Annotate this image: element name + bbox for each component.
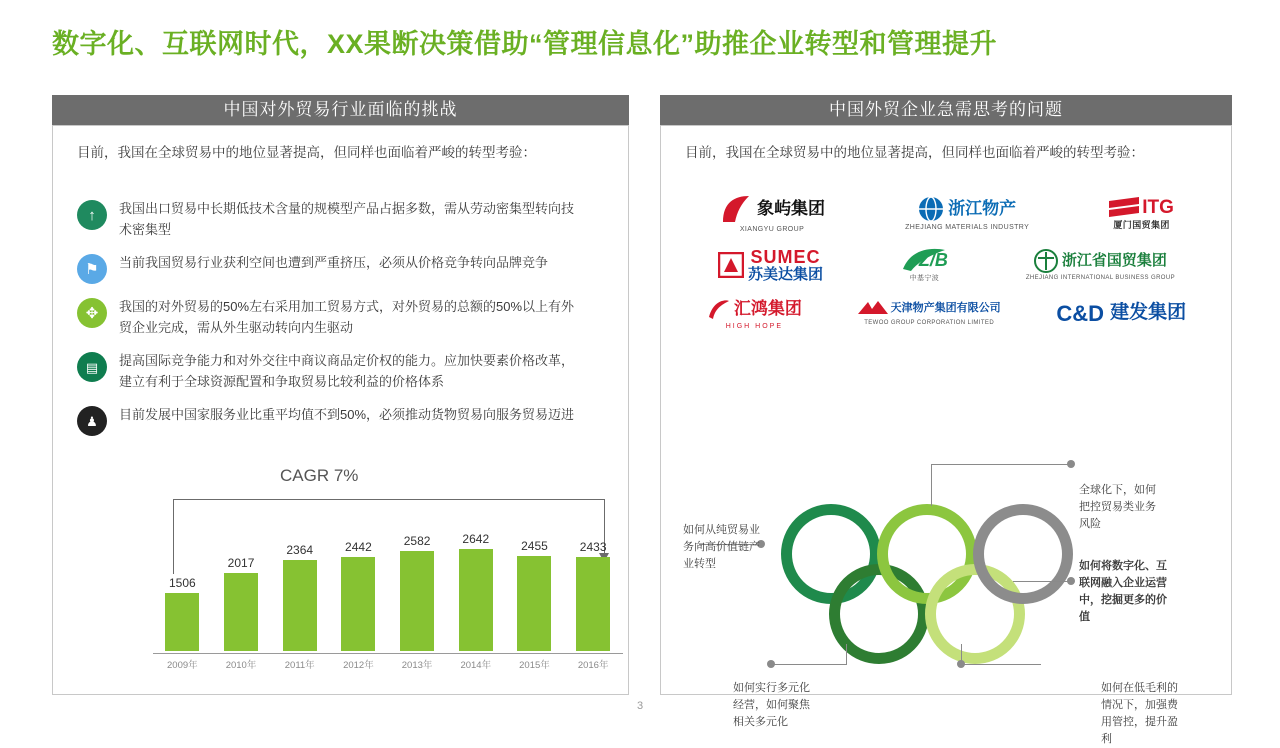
chart-bar-group <box>388 531 447 651</box>
list-item-label: 目前发展中国家服务业比重平均值不到50%，必须推动货物贸易向服务贸易迈进 <box>119 407 575 422</box>
chart-bar <box>576 557 610 651</box>
xiangyu-mark-icon <box>719 194 825 224</box>
list-item-label: 当前我国贸易行业获利空间也遭到严重挤压，必须从价格竞争转向品牌竞争 <box>119 255 549 270</box>
logo-tewoo <box>858 300 1001 326</box>
connector-dot <box>767 660 775 668</box>
left-panel <box>52 95 629 695</box>
ring-number: 05 <box>1014 545 1032 563</box>
connector-line <box>771 664 847 665</box>
logo-en-label: SUMEC <box>750 246 821 267</box>
logo-en-label: ZHEJIANG MATERIALS INDUSTRY <box>905 224 1030 231</box>
callout-3: 全球化下，如何把控贸易类业务风险 <box>1079 484 1156 530</box>
logo-row <box>679 247 1214 282</box>
logo-cn-label: 汇鸿集团 <box>733 298 802 318</box>
list-item <box>77 296 597 338</box>
left-panel-header: 中国对外贸易行业面临的挑战 <box>52 95 629 125</box>
logo-highhope <box>707 297 802 330</box>
right-panel <box>660 95 1232 745</box>
chart-bar-value: 2442 <box>345 540 372 554</box>
sumec-square-icon <box>718 252 744 278</box>
chart-x-label: 2013年 <box>401 660 433 671</box>
chart-bar <box>400 551 434 651</box>
connector-line <box>961 664 1041 665</box>
logo-cn-label: 天津物产集团有限公司 <box>890 302 1001 315</box>
logo-sumec <box>718 248 823 283</box>
ring-number: 01 <box>822 545 840 563</box>
list-item-label: 我国出口贸易中长期低技术含量的规模型产品占据多数，需从劳动密集型转向技术密集型 <box>119 201 575 237</box>
globe-icon <box>918 196 944 222</box>
logo-xiangyu <box>719 194 825 233</box>
callout-1: 如何从纯贸易业务向高价值链产业转型 <box>683 524 760 570</box>
person-icon: ♟ <box>77 406 107 436</box>
chart-bar-group <box>505 531 564 651</box>
chart-x-label: 2011年 <box>284 660 315 671</box>
list-item-label: 提高国际竞争能力和对外交往中商议商品定价权的能力。应加快要素价格改革，建立有利于全球资源配置和争取贸易比较利益的价格体系 <box>119 353 575 389</box>
right-panel-body <box>660 125 1232 745</box>
chart-x-label: 2009年 <box>167 660 198 671</box>
list-item <box>77 252 597 284</box>
page-number: 3 <box>636 700 644 712</box>
zjibg-symbol-icon <box>1034 249 1058 273</box>
callout-2: 如何实行多元化经营，如何聚焦相关多元化 <box>733 682 810 728</box>
chart-x-label: 2015年 <box>519 660 550 671</box>
sumec-mark-icon <box>718 248 823 283</box>
chart-x-labels <box>153 657 623 671</box>
logo-itg <box>1109 197 1174 230</box>
chart-axis <box>153 653 623 654</box>
chart-x-label: 2014年 <box>460 660 492 671</box>
connector-line <box>846 644 847 664</box>
chart-bar-value: 2433 <box>579 540 607 554</box>
up-arrow-icon: ↑ <box>77 200 107 230</box>
right-intro-text: 目前，我国在全球贸易中的地位显著提高，但同样也面临着严峻的转型考验： <box>685 145 1144 160</box>
logo-en-label: HIGH HOPE <box>725 322 784 330</box>
chart-bars <box>153 531 623 651</box>
chart-bar-value: 2364 <box>286 543 314 557</box>
chart-x-label: 2010年 <box>225 660 257 671</box>
zjibg-mark-icon <box>1034 249 1167 273</box>
company-logo-grid <box>679 194 1214 344</box>
question-ring-diagram <box>661 426 1231 745</box>
chart-bar <box>224 573 258 651</box>
chart-bar-value: 2582 <box>403 534 431 548</box>
chart-bar-group <box>270 531 329 651</box>
logo-zhejiang-materials <box>905 196 1029 231</box>
list-item <box>77 404 597 436</box>
connector-dot <box>1067 577 1075 585</box>
callout-5: 如何将数字化、互联网融入企业运营中，挖掘更多的价值 <box>1079 560 1167 623</box>
connector-dot <box>957 660 965 668</box>
chart-bar <box>517 556 551 651</box>
chart-x-label: 2016年 <box>577 660 609 671</box>
chart-bar-value: 2017 <box>227 556 255 570</box>
money-icon: ▤ <box>77 352 107 382</box>
cd-mark-icon <box>1056 302 1186 325</box>
chart-annotation: CAGR 7% <box>280 466 359 485</box>
chart-bar <box>165 593 199 651</box>
zb-mark-icon <box>901 247 948 273</box>
logo-en-label: C&D <box>1056 300 1105 326</box>
itg-flag-icon <box>1109 197 1139 219</box>
page-title: 数字化、互联网时代，XX果断决策借助“管理信息化”助推企业转型和管理提升 <box>52 29 998 59</box>
logo-en-label: ZHEJIANG INTERNATIONAL BUSINESS GROUP <box>1025 274 1176 281</box>
chart-bar-group <box>446 531 505 651</box>
list-item-label: 我国的对外贸易的50%左右采用加工贸易方式，对外贸易的总额的50%以上有外贸企业完成，需从外生驱动转向内生驱动 <box>119 299 575 335</box>
ring-number: 04 <box>966 605 984 623</box>
chart-bar-group <box>153 531 212 651</box>
connector-line <box>1013 581 1073 582</box>
connector-dot <box>1067 460 1075 468</box>
flag-icon: ⚑ <box>77 254 107 284</box>
callout-4: 如何在低毛利的情况下，加强费用管控，提升盈利 <box>1101 682 1178 745</box>
chart-bar-group <box>564 531 623 651</box>
logo-cd <box>1056 302 1186 325</box>
list-item <box>77 350 597 392</box>
chart-bar-group <box>212 531 271 651</box>
chart-bar <box>283 560 317 651</box>
logo-en-label: TEWOO GROUP CORPORATION LIMITED <box>864 320 995 327</box>
cagr-arrow-line <box>173 499 605 500</box>
highhope-mark-icon <box>707 297 802 321</box>
list-item <box>77 198 597 240</box>
zhejiang-globe-icon <box>918 196 1016 222</box>
logo-zjibg <box>1026 249 1175 281</box>
trade-volume-bar-chart <box>75 466 610 686</box>
logo-row <box>679 194 1214 233</box>
xiangyu-swoosh-icon <box>719 194 753 224</box>
chart-bar-group <box>329 531 388 651</box>
logo-cn-label: 建发集团 <box>1110 302 1187 324</box>
logo-zb <box>901 247 948 282</box>
logo-row <box>679 297 1214 330</box>
logo-cn-label: 中基宁波 <box>909 275 940 283</box>
chart-bar-value: 2642 <box>462 532 490 546</box>
chart-bar <box>341 557 375 651</box>
logo-cn-label: 苏美达集团 <box>747 265 823 283</box>
challenge-list <box>77 198 597 448</box>
connector-line <box>931 464 1071 465</box>
connector-line <box>931 464 932 506</box>
logo-cn-label: 厦门国贸集团 <box>1113 219 1170 230</box>
logo-cn-label: 浙江物产 <box>948 199 1017 219</box>
chart-bar-value: 1506 <box>168 576 196 590</box>
highhope-symbol-icon <box>707 297 731 321</box>
logo-cn-label: 象屿集团 <box>757 199 826 219</box>
tewoo-mark-icon <box>858 300 1001 318</box>
left-intro-text: 目前，我国在全球贸易中的地位显著提高，但同样也面临着严峻的转型考验： <box>77 145 536 160</box>
logo-en-label: XIANGYU GROUP <box>739 226 805 233</box>
tewoo-symbol-icon <box>858 300 888 318</box>
ring-05 <box>973 504 1073 604</box>
chart-bar <box>459 549 493 651</box>
logo-cn-label: 浙江省国贸集团 <box>1061 251 1167 269</box>
chart-x-label: 2012年 <box>343 660 374 671</box>
ring-number: 03 <box>918 545 936 563</box>
right-panel-header: 中国外贸企业急需思考的问题 <box>660 95 1232 125</box>
ring-number: 02 <box>870 605 888 623</box>
logo-en-label: Z/B <box>918 249 948 270</box>
logo-en-label: ITG <box>1142 196 1174 218</box>
chart-bar-value: 2455 <box>521 539 548 553</box>
left-panel-body <box>52 125 629 695</box>
itg-mark-icon <box>1109 197 1174 219</box>
compress-icon: ✥ <box>77 298 107 328</box>
